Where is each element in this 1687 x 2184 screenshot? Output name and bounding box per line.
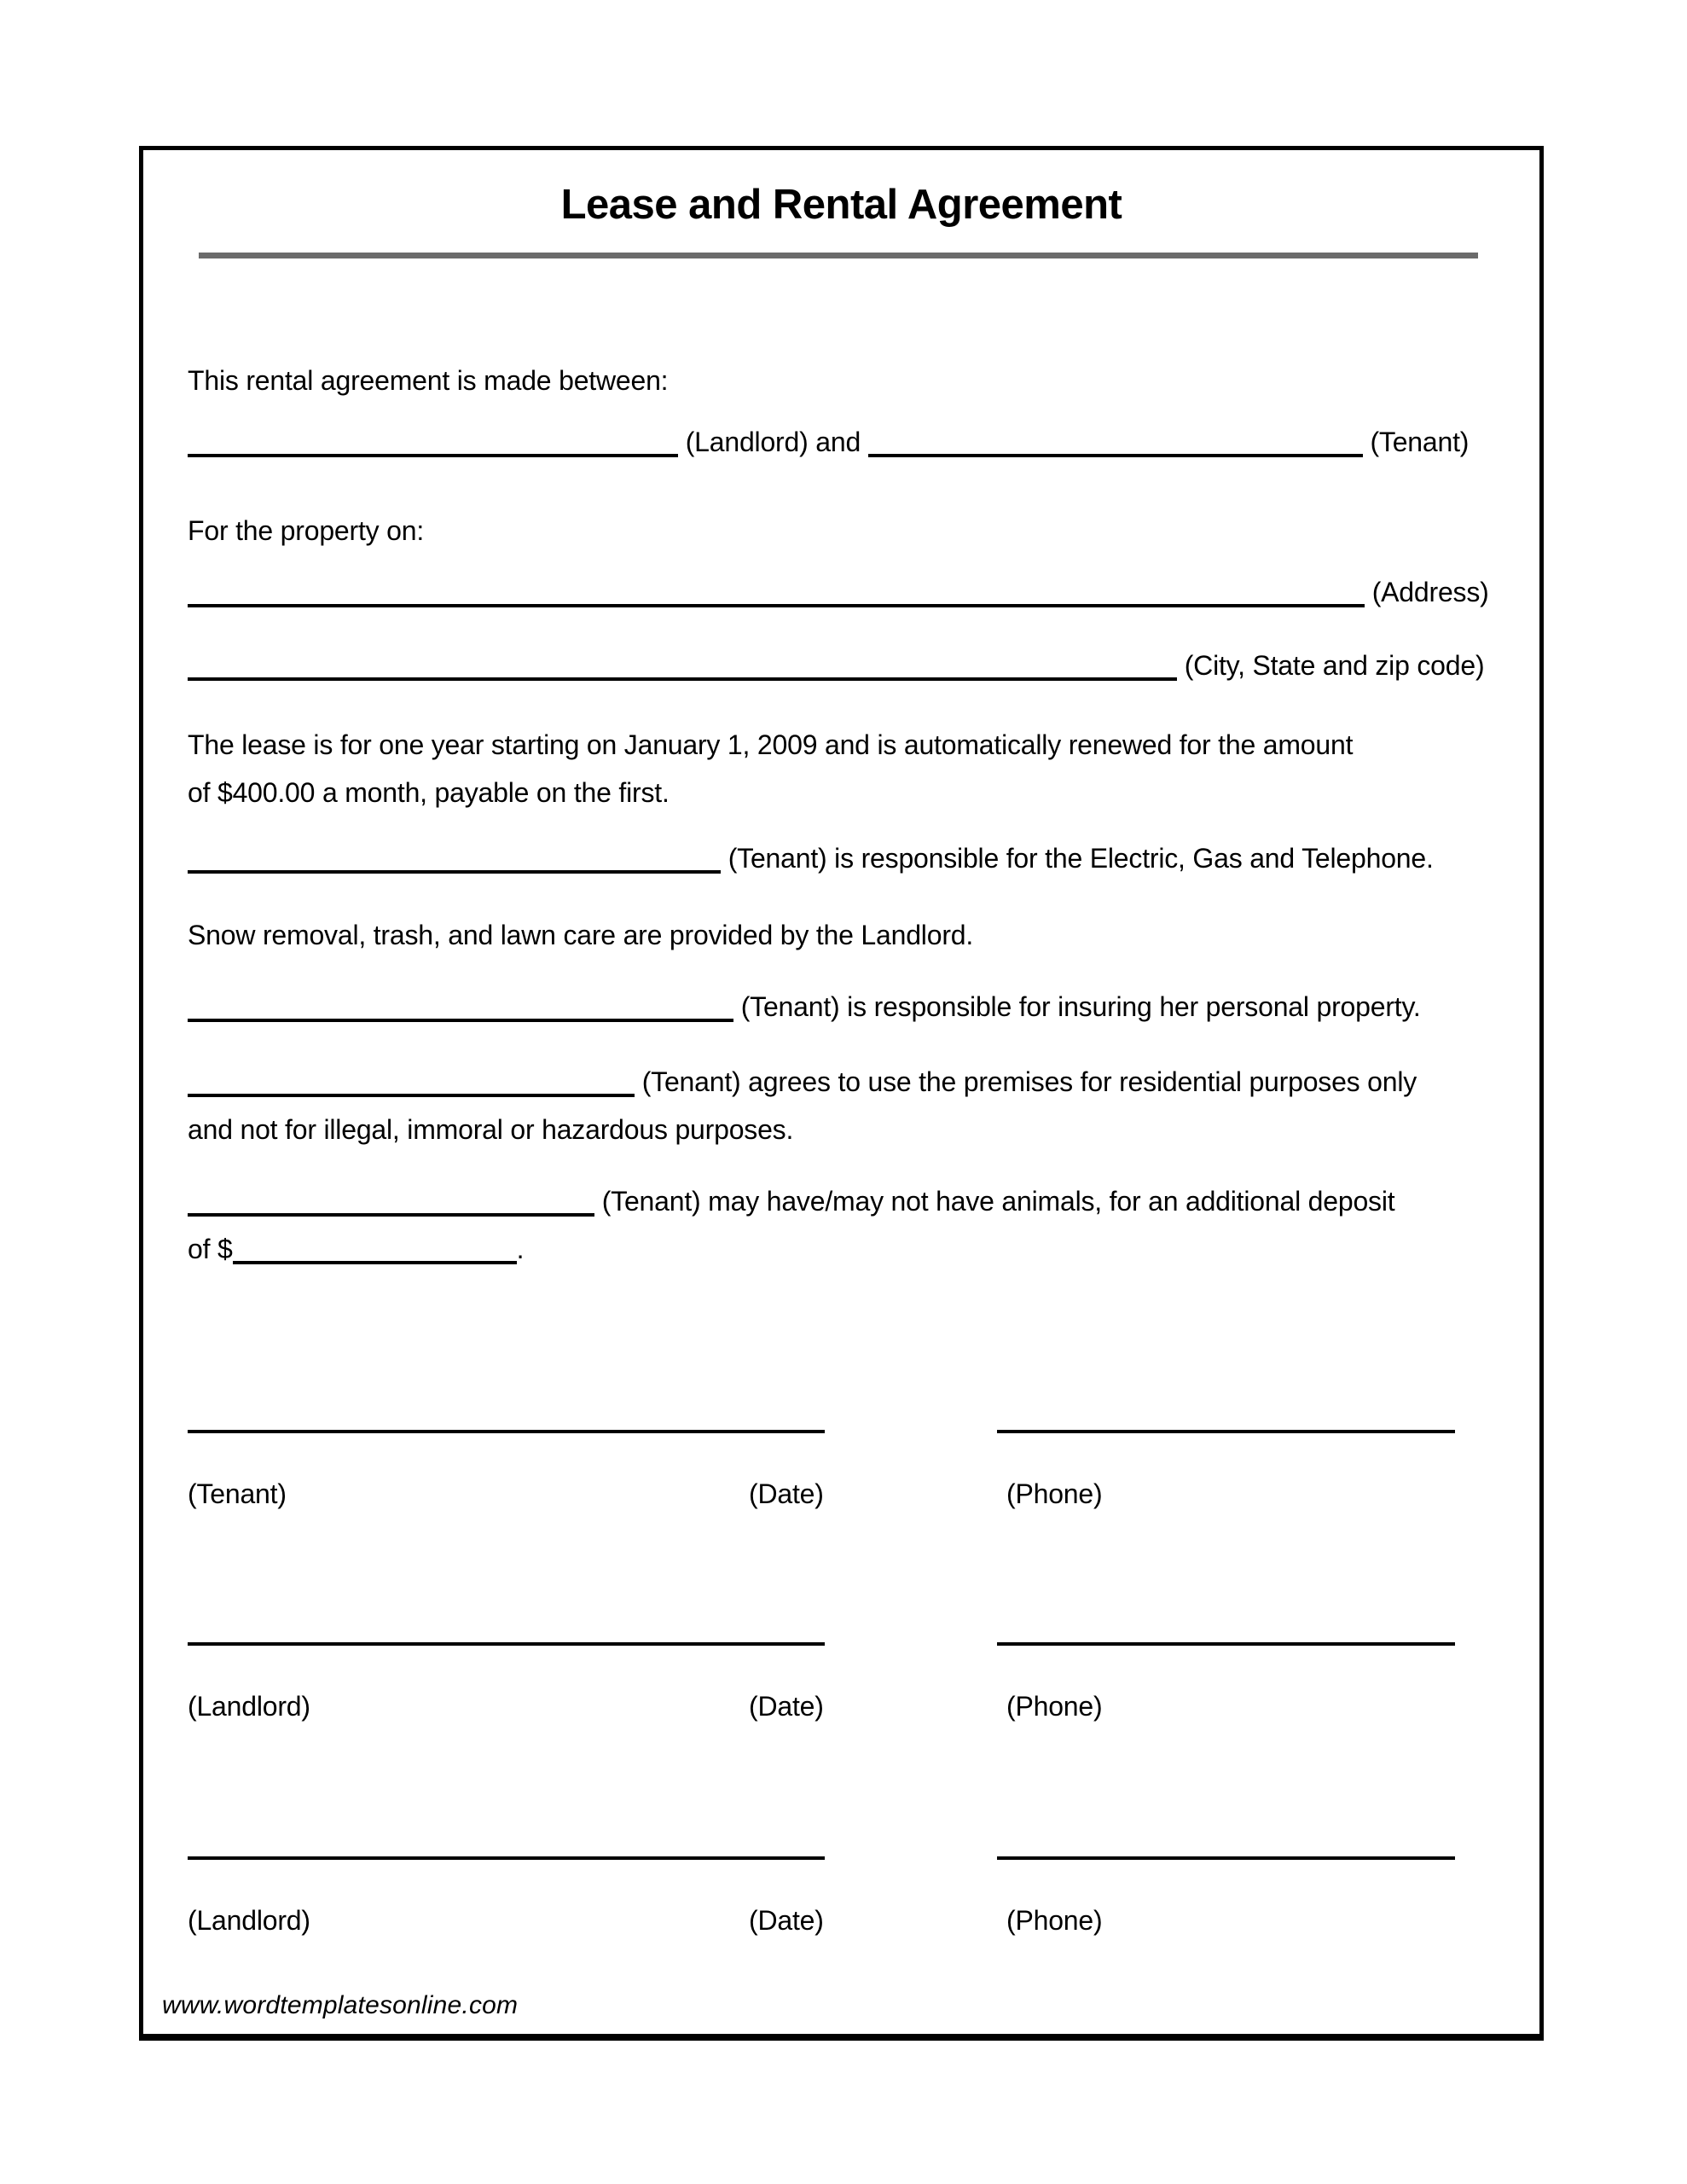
deposit-period: . — [516, 1234, 525, 1264]
tenant-role-label: (Tenant) — [188, 1478, 287, 1509]
landlord1-signature-line[interactable] — [188, 1642, 825, 1646]
landlord-services-text: Snow removal, trash, and lawn care are provided by the Landlord. — [188, 920, 974, 950]
lease-term-line2: of $400.00 a month, payable on the first. — [188, 777, 670, 808]
tenant-label: (Tenant) — [1370, 427, 1470, 457]
landlord2-date-label: (Date) — [749, 1905, 824, 1936]
address-line — [188, 568, 1489, 616]
tenant-phone-line[interactable] — [997, 1430, 1455, 1433]
deposit-amount-field[interactable] — [233, 1232, 517, 1264]
landlord1-phone-label: (Phone) — [1006, 1691, 1103, 1722]
animals-line1 — [188, 1177, 1394, 1225]
address-field[interactable] — [188, 575, 1365, 607]
tenant-name-field[interactable] — [868, 425, 1363, 457]
premises-tenant-field[interactable] — [188, 1065, 635, 1097]
landlord-label: (Landlord) and — [685, 427, 868, 457]
landlord-name-field[interactable] — [188, 425, 678, 457]
landlord2-role-label: (Landlord) — [188, 1905, 310, 1936]
animals-text-line1: (Tenant) may have/may not have animals, for an additional deposit — [601, 1186, 1395, 1217]
landlord1-date-label: (Date) — [749, 1691, 824, 1722]
city-line — [188, 642, 1484, 689]
landlord1-phone-line[interactable] — [997, 1642, 1455, 1646]
address-label: (Address) — [1371, 577, 1489, 607]
utilities-line — [188, 834, 1434, 882]
insurance-text: (Tenant) is responsible for insuring her personal property. — [740, 991, 1421, 1022]
landlord2-phone-line[interactable] — [997, 1856, 1455, 1860]
insurance-tenant-field[interactable] — [188, 990, 733, 1022]
parties-line — [188, 418, 1469, 466]
city-state-zip-field[interactable] — [188, 648, 1177, 681]
premises-text-line1: (Tenant) agrees to use the premises for residential purposes only — [641, 1066, 1417, 1097]
property-heading: For the property on: — [188, 515, 425, 546]
intro-text: This rental agreement is made between: — [188, 365, 669, 396]
landlord1-role-label: (Landlord) — [188, 1691, 310, 1722]
lease-term-paragraph — [188, 721, 1353, 816]
utilities-text: (Tenant) is responsible for the Electric, Gas and Telephone. — [728, 843, 1434, 874]
landlord2-signature-line[interactable] — [188, 1856, 825, 1860]
utilities-tenant-field[interactable] — [188, 841, 721, 874]
tenant-signature-line[interactable] — [188, 1430, 825, 1433]
premises-paragraph — [188, 1058, 1417, 1153]
animals-line2 — [188, 1225, 1394, 1273]
title-divider-rule — [199, 253, 1478, 258]
landlord2-phone-label: (Phone) — [1006, 1905, 1103, 1936]
premises-line1 — [188, 1058, 1417, 1106]
document-title: Lease and Rental Agreement — [560, 182, 1122, 228]
tenant-phone-label: (Phone) — [1006, 1478, 1103, 1509]
deposit-prefix: of $ — [188, 1234, 233, 1264]
city-state-zip-label: (City, State and zip code) — [1184, 650, 1485, 681]
lease-term-line1: The lease is for one year starting on January 1, 2009 and is automatically renewed for the amount — [188, 729, 1354, 760]
tenant-date-label: (Date) — [749, 1478, 824, 1509]
premises-text-line2: and not for illegal, immoral or hazardous purposes. — [188, 1114, 794, 1145]
animals-tenant-field[interactable] — [188, 1184, 594, 1217]
insurance-line — [188, 983, 1421, 1031]
animals-paragraph — [188, 1177, 1394, 1273]
footer-url: www.wordtemplatesonline.com — [162, 1991, 519, 2019]
